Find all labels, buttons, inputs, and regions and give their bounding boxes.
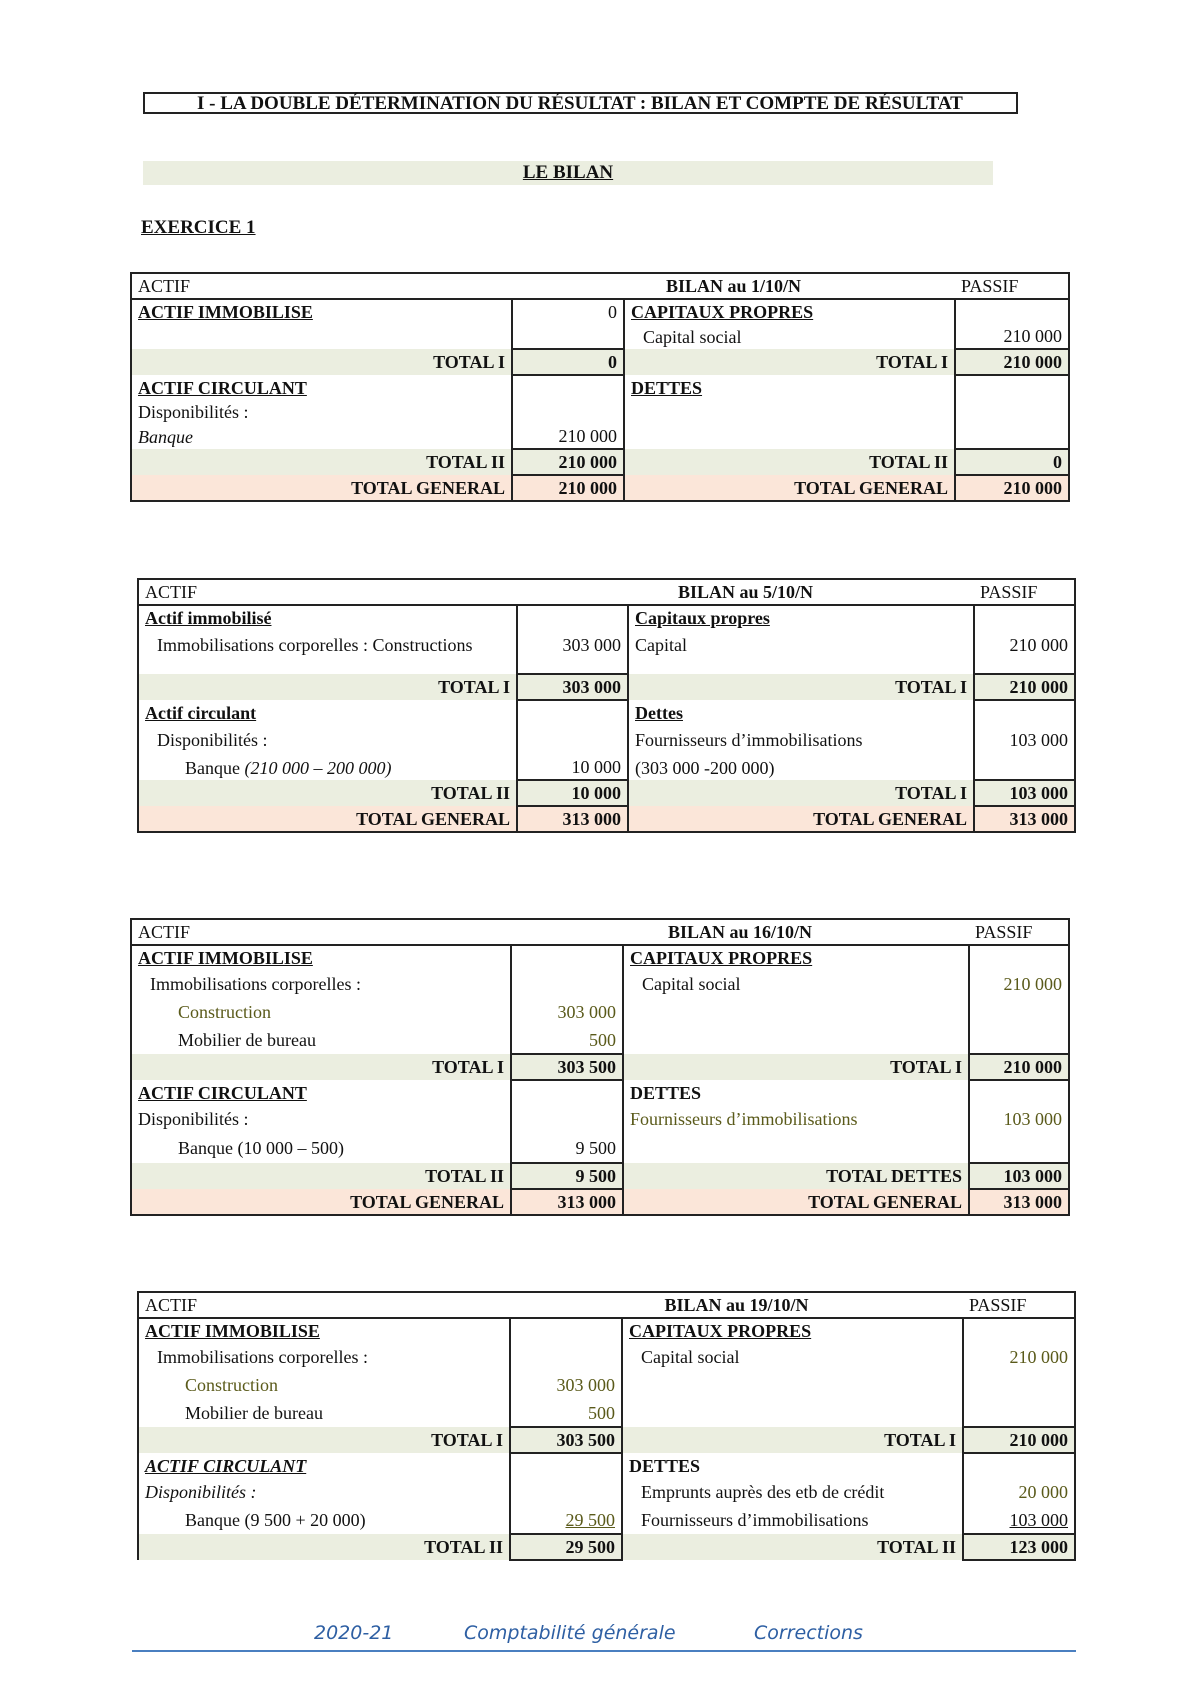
total-general-value: 210 000 (512, 475, 624, 501)
actif-immobilise-heading: ACTIF IMMOBILISE (145, 1321, 320, 1341)
total-row (138, 1534, 1075, 1560)
capital-social-label: Capital social (642, 974, 741, 994)
total-value: 103 000 (974, 780, 1075, 806)
capital-label: Capital (635, 635, 687, 655)
empty-cell (512, 400, 624, 424)
construction-label: Construction (178, 1002, 271, 1022)
actif-immobilise-value: 0 (512, 299, 624, 324)
empty-cell (955, 424, 1069, 449)
total-row (131, 349, 1069, 375)
table-row (131, 970, 1069, 998)
disponibilites-label: Disponibilités : (138, 1109, 249, 1129)
banque-text: Banque (185, 757, 240, 778)
total-general-value: 313 000 (974, 806, 1075, 832)
capital-social-value: 210 000 (963, 1343, 1075, 1371)
fournisseurs-label: Fournisseurs d’immobilisations (641, 1510, 869, 1530)
empty-cell (624, 424, 955, 449)
total-general-label: TOTAL GENERAL (628, 806, 974, 832)
empty-cell (517, 725, 628, 755)
table-row (138, 1453, 1075, 1478)
bilan-header (138, 1292, 1075, 1318)
total-general-value: 313 000 (969, 1189, 1069, 1215)
fournisseurs-calc: (303 000 -200 000) (635, 757, 775, 778)
empty-cell (974, 605, 1075, 630)
total-label: TOTAL I (628, 674, 974, 700)
empty-cell (623, 998, 969, 1026)
page-footer (132, 1620, 1076, 1652)
bilan-5-10 (137, 578, 1076, 833)
empty-cell (138, 660, 517, 674)
table-row (138, 660, 1075, 674)
banque-label (138, 755, 517, 780)
total-value: 9 500 (511, 1163, 623, 1189)
empty-cell (969, 1080, 1069, 1105)
table-row (131, 998, 1069, 1026)
table-row (138, 605, 1075, 630)
bilan-title: BILAN au 16/10/N (511, 919, 969, 945)
actif-circulant-heading: ACTIF CIRCULANT (138, 377, 307, 398)
table-row (138, 1343, 1075, 1371)
capital-social-value: 210 000 (969, 970, 1069, 998)
empty-cell (510, 1453, 622, 1478)
total-general-label: TOTAL GENERAL (138, 806, 517, 832)
footer-label: Corrections (754, 1622, 863, 1644)
total-value: 29 500 (510, 1534, 622, 1560)
capitaux-propres-heading: CAPITAUX PROPRES (629, 1321, 812, 1341)
actif-label: ACTIF (138, 1292, 510, 1318)
total-value: 303 500 (511, 1054, 623, 1080)
mobilier-value: 500 (511, 1026, 623, 1054)
total-general-value: 210 000 (955, 475, 1069, 501)
total-label: TOTAL I (138, 1427, 510, 1453)
table-row (131, 945, 1069, 970)
empty-cell (963, 1318, 1075, 1343)
actif-circulant-heading: ACTIF CIRCULANT (145, 1455, 307, 1476)
total-value: 123 000 (963, 1534, 1075, 1560)
total-value: 303 500 (510, 1427, 622, 1453)
empty-cell (963, 1399, 1075, 1427)
total-general-label: TOTAL GENERAL (131, 1189, 511, 1215)
immobilisations-label: Immobilisations corporelles : (157, 1347, 368, 1367)
table-row (138, 1371, 1075, 1399)
empty-cell (969, 998, 1069, 1026)
total-label: TOTAL I (138, 674, 517, 700)
banque-value: 210 000 (512, 424, 624, 449)
total-general-label: TOTAL GENERAL (624, 475, 955, 501)
passif-label: PASSIF (963, 1292, 1075, 1318)
empty-cell (955, 400, 1069, 424)
actif-circulant-heading: ACTIF CIRCULANT (138, 1082, 307, 1103)
empty-cell (517, 605, 628, 630)
empty-cell (511, 1105, 623, 1133)
bilan-title: BILAN au 1/10/N (512, 273, 955, 299)
capital-social-label: Capital social (641, 1347, 740, 1367)
table-row (138, 1506, 1075, 1534)
actif-immobilise-heading: ACTIF IMMOBILISE (138, 948, 313, 968)
empty-cell (511, 970, 623, 998)
total-general-row (138, 806, 1075, 832)
disponibilites-label: Disponibilités : (138, 402, 249, 422)
total-row (131, 449, 1069, 475)
total-general-value: 313 000 (511, 1189, 623, 1215)
bilan-16-10 (130, 918, 1070, 1216)
construction-label: Construction (185, 1375, 278, 1395)
total-row (131, 1054, 1069, 1080)
table-row (131, 400, 1069, 424)
empty-cell (512, 324, 624, 349)
banque-value: 29 500 (510, 1506, 622, 1534)
empty-cell (131, 324, 512, 349)
bilan-1-10 (130, 272, 1070, 502)
total-value: 0 (512, 349, 624, 375)
dettes-heading: DETTES (629, 1455, 701, 1476)
total-label: TOTAL II (131, 1163, 511, 1189)
total-value: 210 000 (963, 1427, 1075, 1453)
passif-label: PASSIF (974, 579, 1075, 605)
immobilisations-label: Immobilisations corporelles : (150, 974, 361, 994)
table-row (131, 299, 1069, 324)
actif-circulant-heading: Actif circulant (145, 702, 257, 723)
empty-cell (624, 400, 955, 424)
bilan-header (131, 273, 1069, 299)
empty-cell (622, 1371, 963, 1399)
banque-label: Banque (138, 426, 193, 447)
banque-value: 9 500 (511, 1133, 623, 1163)
banque-label: Banque (10 000 – 500) (178, 1138, 344, 1158)
bilan-header (138, 579, 1075, 605)
dettes-heading: Dettes (635, 702, 683, 723)
capital-social-label: Capital social (643, 326, 742, 347)
empty-cell (511, 1080, 623, 1105)
table-row (131, 1080, 1069, 1105)
total-label: TOTAL I (131, 1054, 511, 1080)
immobilisations-value: 303 000 (517, 630, 628, 660)
total-general-label: TOTAL GENERAL (131, 475, 512, 501)
fournisseurs-value: 103 000 (974, 725, 1075, 755)
empty-cell (955, 299, 1069, 324)
total-value: 210 000 (974, 674, 1075, 700)
total-label: TOTAL II (622, 1534, 963, 1560)
total-value: 0 (955, 449, 1069, 475)
dettes-heading: DETTES (630, 1082, 702, 1103)
empty-cell (510, 1343, 622, 1371)
capital-value: 210 000 (974, 630, 1075, 660)
total-label: TOTAL I (131, 349, 512, 375)
table-row (138, 1478, 1075, 1506)
empty-cell (969, 945, 1069, 970)
banque-calc: (210 000 – 200 000) (244, 757, 392, 778)
actif-label: ACTIF (131, 273, 512, 299)
total-value: 210 000 (512, 449, 624, 475)
table-row (131, 375, 1069, 400)
table-row (138, 725, 1075, 755)
total-label: TOTAL I (622, 1427, 963, 1453)
table-row (138, 700, 1075, 725)
total-label: TOTAL II (624, 449, 955, 475)
empty-cell (623, 1133, 969, 1163)
table-row (131, 1026, 1069, 1054)
table-row (131, 424, 1069, 449)
actif-label: ACTIF (131, 919, 511, 945)
total-label: TOTAL II (138, 780, 517, 806)
bilan-header (131, 919, 1069, 945)
total-general-value: 313 000 (517, 806, 628, 832)
mobilier-value: 500 (510, 1399, 622, 1427)
capitaux-propres-heading: CAPITAUX PROPRES (631, 302, 814, 322)
table-row (131, 324, 1069, 349)
passif-label: PASSIF (955, 273, 1069, 299)
total-label: TOTAL I (628, 780, 974, 806)
total-row (138, 674, 1075, 700)
total-general-row (131, 475, 1069, 501)
main-title: I - LA DOUBLE DÉTERMINATION DU RÉSULTAT : BILAN ET COMPTE DE RÉSULTAT (143, 92, 1018, 114)
table-row (138, 630, 1075, 660)
empty-cell (963, 1453, 1075, 1478)
actif-immobilise-heading: Actif immobilisé (145, 608, 272, 628)
dettes-heading: DETTES (631, 377, 703, 398)
empty-cell (510, 1318, 622, 1343)
total-value: 303 000 (517, 674, 628, 700)
empty-cell (623, 1026, 969, 1054)
empty-cell (512, 375, 624, 400)
total-label: TOTAL I (623, 1054, 969, 1080)
capitaux-propres-heading: Capitaux propres (635, 608, 770, 628)
total-dettes-label: TOTAL DETTES (623, 1163, 969, 1189)
total-label: TOTAL II (131, 449, 512, 475)
empty-cell (511, 945, 623, 970)
total-value: 210 000 (969, 1054, 1069, 1080)
immobilisations-label: Immobilisations corporelles : Constructions (157, 635, 473, 655)
table-row (138, 1318, 1075, 1343)
empty-cell (974, 660, 1075, 674)
fournisseurs-value: 103 000 (963, 1506, 1075, 1534)
footer-subject: Comptabilité générale (464, 1622, 676, 1644)
empty-cell (517, 700, 628, 725)
total-row (131, 1163, 1069, 1189)
fournisseurs-label: Fournisseurs d’immobilisations (630, 1109, 858, 1129)
construction-value: 303 000 (510, 1371, 622, 1399)
fournisseurs-label: Fournisseurs d’immobilisations (635, 730, 863, 750)
total-row (138, 1427, 1075, 1453)
actif-label: ACTIF (138, 579, 517, 605)
empty-cell (969, 1133, 1069, 1163)
bilan-19-10 (137, 1291, 1076, 1561)
empty-cell (974, 700, 1075, 725)
banque-label: Banque (9 500 + 20 000) (185, 1510, 366, 1530)
mobilier-label: Mobilier de bureau (185, 1403, 323, 1423)
emprunts-value: 20 000 (963, 1478, 1075, 1506)
table-row (138, 755, 1075, 780)
total-general-label: TOTAL GENERAL (623, 1189, 969, 1215)
empty-cell (622, 1399, 963, 1427)
construction-value: 303 000 (511, 998, 623, 1026)
table-row (131, 1105, 1069, 1133)
total-row (138, 780, 1075, 806)
bilan-title: BILAN au 19/10/N (510, 1292, 963, 1318)
capital-social-value: 210 000 (955, 324, 1069, 349)
total-general-row (131, 1189, 1069, 1215)
mobilier-label: Mobilier de bureau (178, 1030, 316, 1050)
total-label: TOTAL II (138, 1534, 510, 1560)
exercise-label: EXERCICE 1 (141, 217, 256, 238)
banque-value: 10 000 (517, 755, 628, 780)
empty-cell (517, 660, 628, 674)
table-row (131, 1133, 1069, 1163)
disponibilites-label: Disponibilités : (145, 1482, 257, 1502)
empty-cell (955, 375, 1069, 400)
empty-cell (974, 755, 1075, 780)
empty-cell (510, 1478, 622, 1506)
empty-cell (963, 1371, 1075, 1399)
footer-year: 2020-21 (314, 1622, 394, 1644)
total-value: 210 000 (955, 349, 1069, 375)
total-value: 10 000 (517, 780, 628, 806)
total-label: TOTAL I (624, 349, 955, 375)
disponibilites-label: Disponibilités : (157, 730, 268, 750)
table-row (138, 1399, 1075, 1427)
empty-cell (628, 660, 974, 674)
fournisseurs-value: 103 000 (969, 1105, 1069, 1133)
bilan-title: BILAN au 5/10/N (517, 579, 974, 605)
capitaux-propres-heading: CAPITAUX PROPRES (630, 948, 813, 968)
emprunts-label: Emprunts auprès des etb de crédit (641, 1482, 885, 1502)
empty-cell (969, 1026, 1069, 1054)
actif-immobilise-heading: ACTIF IMMOBILISE (138, 302, 313, 322)
total-dettes-value: 103 000 (969, 1163, 1069, 1189)
passif-label: PASSIF (969, 919, 1069, 945)
section-title: LE BILAN (143, 161, 993, 185)
